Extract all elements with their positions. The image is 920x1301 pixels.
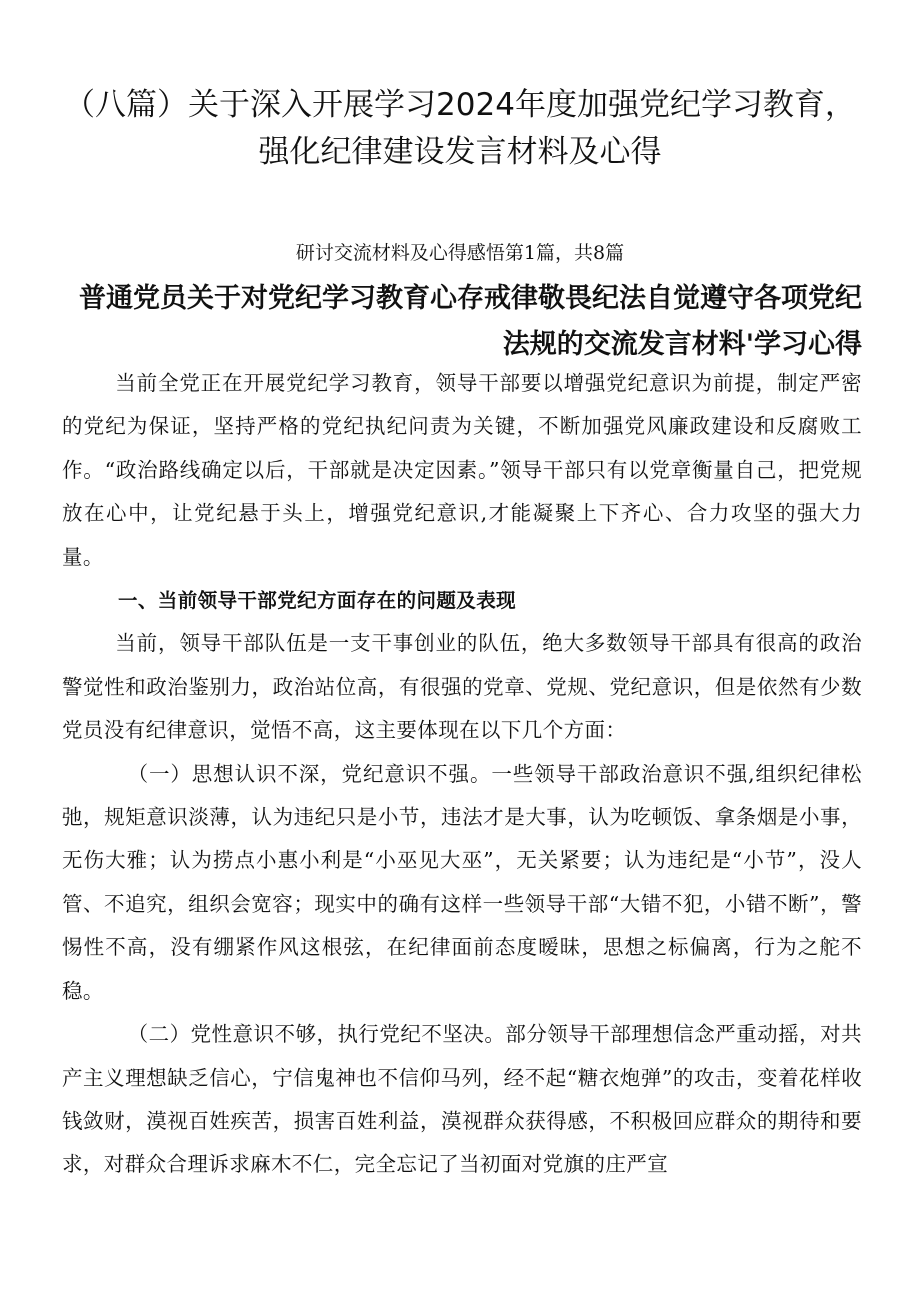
body-paragraph-overview: 当前，领导干部队伍是一支干事创业的队伍，绝大多数领导干部具有很高的政治警觉性和政治鉴别力，政治站位高，有很强的党章、党规、党纪意识，但是依然有少数党员没有纪律意识，觉悟不高，这主要体现在以下几个方面： [62, 631, 862, 743]
body-paragraph-item-2: （二）党性意识不够，执行党纪不坚决。部分领导干部理想信念严重动摇，对共产主义理想缺乏信心，宁信鬼神也不信仰马列，经不起“糖衣炮弹”的攻击，变着花样收钱敛财，漠视百姓疾苦，损害百姓利益，漠视群众获得感，不积极回应群众的期待和要求，对群众合理诉求麻木不仁，完全忘记了当初面对党旗的庄严宣 [62, 1022, 862, 1177]
document-title: （八篇）关于深入开展学习2024年度加强党纪学习教育，强化纪律建设发言材料及心得 [64, 87, 856, 170]
document-subtitle: 研讨交流材料及心得感悟第1篇，共8篇 [295, 242, 625, 264]
body-heading-1: 一、当前领导干部党纪方面存在的问题及表现 [118, 589, 517, 613]
document-body [62, 362, 862, 1187]
body-paragraph-intro: 当前全党正在开展党纪学习教育，领导干部要以增强党纪意识为前提，制定严密的党纪为保证，坚持严格的党纪执纪问责为关键，不断加强党风廉政建设和反腐败工作。“政治路线确定以后，干部就是决定因素。”领导干部只有以党章衡量自己，把党规放在心中，让党纪悬于头上，增强党纪意识,才能凝聚上下齐心、合力攻坚的强大力量。 [62, 371, 862, 569]
section-title: 普通党员关于对党纪学习教育心存戒律敬畏纪法自觉遵守各项党纪法规的交流发言材料'学习心得 [79, 283, 862, 360]
body-paragraph-item-1: （一）思想认识不深，党纪意识不强。一些领导干部政治意识不强,组织纪律松弛，规矩意识淡薄，认为违纪只是小节，违法才是大事，认为吃顿饭、拿条烟是小事，无伤大雅；认为捞点小惠小利是“小巫见大巫”，无关紧要；认为违纪是“小节”，没人管、不追究，组织会宽容；现实中的确有这样一些领导干部“大错不犯，小错不断”，警惕性不高，没有绷紧作风这根弦，在纪律面前态度暧昧，思想之标偏离，行为之舵不稳。 [62, 761, 862, 1003]
